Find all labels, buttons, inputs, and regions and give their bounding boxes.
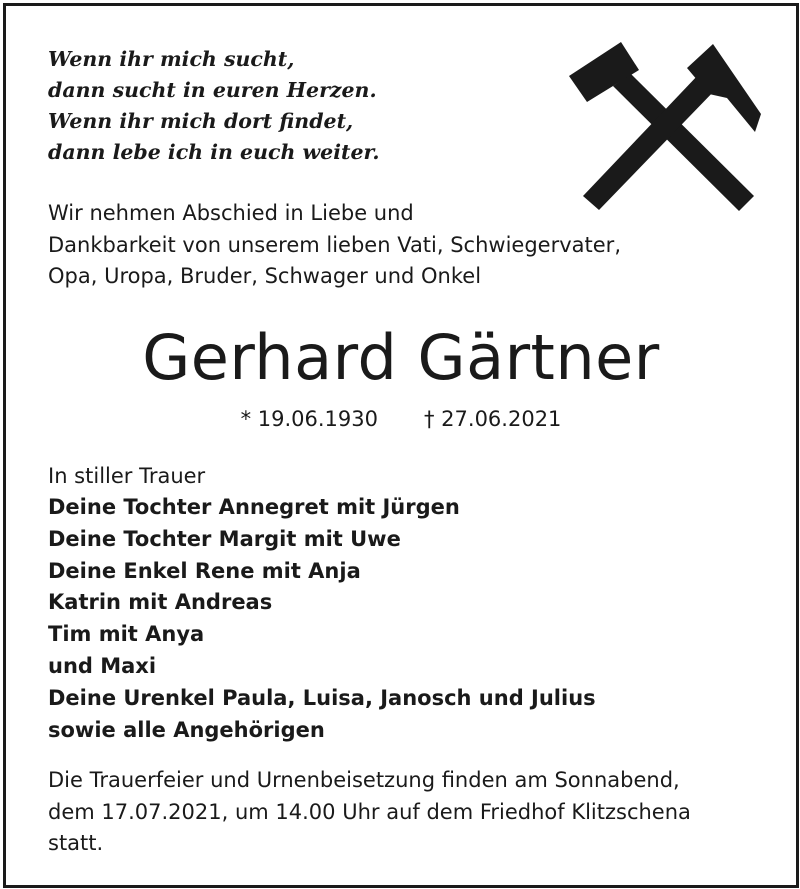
mourner-line: Deine Tochter Annegret mit Jürgen [48, 495, 460, 519]
mourner-line: Deine Enkel Rene mit Anja [48, 558, 361, 583]
life-dates [6, 405, 796, 433]
funeral-notice [48, 765, 691, 860]
obituary-frame [3, 3, 799, 888]
death-date: † 27.06.2021 [424, 407, 562, 431]
farewell-text [48, 198, 621, 293]
poem-line: dann lebe ich in euch weiter. [48, 140, 380, 164]
mourners-list [48, 492, 596, 746]
poem-line: dann sucht in euren Herzen. [48, 78, 377, 102]
farewell-line: Dankbarkeit von unserem lieben Vati, Schwiegervater, [48, 232, 621, 257]
poem-line: Wenn ihr mich dort findet, [48, 109, 354, 133]
notice-line: Die Trauerfeier und Urnenbeisetzung finden am Sonnabend, [48, 768, 680, 792]
mourner-line: sowie alle Angehörigen [48, 717, 325, 742]
crossed-hammers-icon [561, 36, 771, 216]
memorial-poem [48, 44, 380, 168]
mourning-intro: In stiller Trauer [48, 464, 206, 488]
farewell-line: Opa, Uropa, Bruder, Schwager und Onkel [48, 264, 482, 288]
mourner-line: Deine Urenkel Paula, Luisa, Janosch und Julius [48, 685, 596, 710]
birth-date: * 19.06.1930 [240, 407, 378, 431]
poem-line: Wenn ihr mich sucht, [48, 47, 295, 71]
mourner-line: und Maxi [48, 653, 157, 678]
notice-line: dem 17.07.2021, um 14.00 Uhr auf dem Friedhof Klitzschena [48, 799, 691, 824]
farewell-line: Wir nehmen Abschied in Liebe und [48, 201, 414, 225]
mourner-line: Tim mit Anya [48, 622, 205, 647]
deceased-name: Gerhard Gärtner [142, 321, 660, 394]
notice-line: statt. [48, 831, 104, 855]
mourner-line: Deine Tochter Margit mit Uwe [48, 526, 401, 551]
mourner-line: Katrin mit Andreas [48, 590, 273, 615]
